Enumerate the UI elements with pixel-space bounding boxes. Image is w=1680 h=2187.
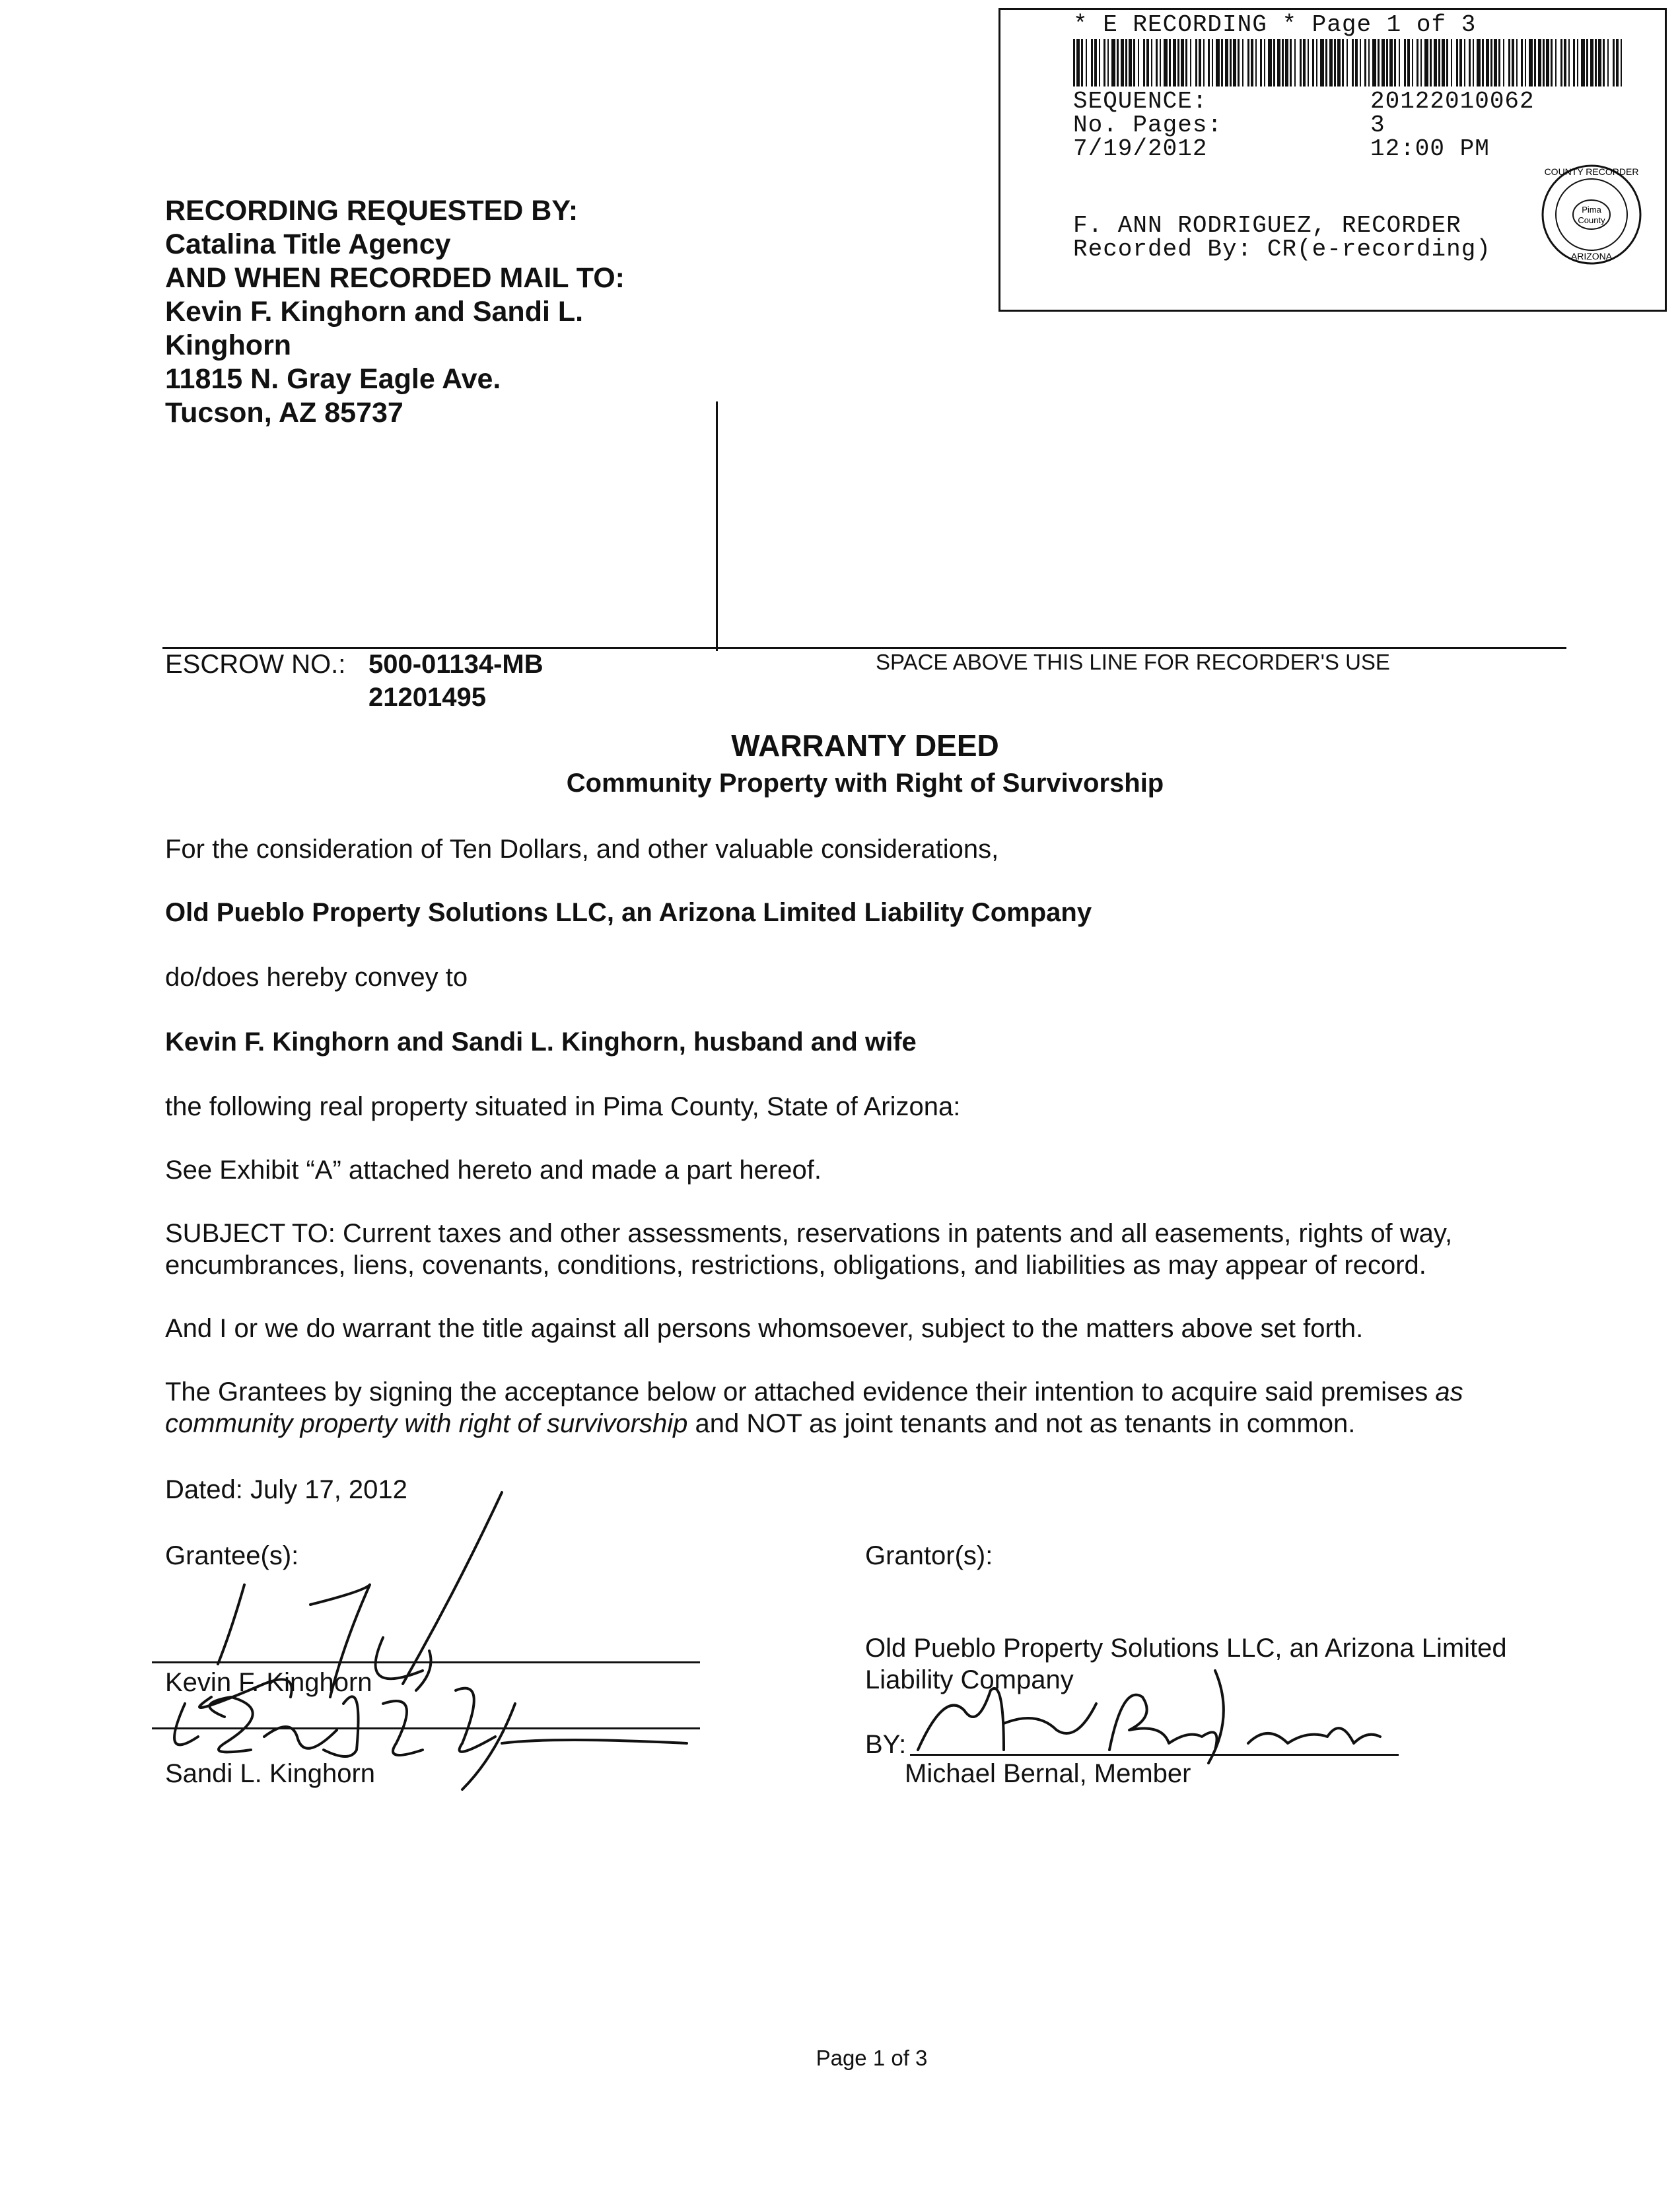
grantor-line-2: Liability Company: [865, 1665, 1074, 1694]
recorder-name: F. ANN RODRIGUEZ, RECORDER: [1073, 212, 1461, 239]
grantees-intent-line-1: [165, 1376, 1463, 1408]
mail-to-address-2: Tucson, AZ 85737: [165, 397, 403, 429]
escrow-number: 500-01134-MB: [368, 650, 543, 679]
barcode: [1073, 39, 1628, 87]
grantees-intent-1b: as: [1435, 1377, 1463, 1406]
mail-to-name-2: Kinghorn: [165, 330, 292, 361]
grantees-intent-2b: and NOT as joint tenants and not as tenants in common.: [687, 1409, 1356, 1438]
record-date: 7/19/2012: [1073, 135, 1208, 162]
consideration-text: For the consideration of Ten Dollars, and other valuable considerations,: [165, 835, 999, 864]
grantor-label: Grantor(s):: [865, 1541, 993, 1570]
grantor-signer: Michael Bernal, Member: [905, 1759, 1191, 1788]
grantee-full-names: Kevin F. Kinghorn and Sandi L. Kinghorn, husband and wife: [165, 1027, 917, 1057]
svg-text:County: County: [1578, 215, 1605, 225]
grantor-full-name: Old Pueblo Property Solutions LLC, an Arizona Limited Liability Company: [165, 898, 1092, 927]
recorder-space-line: [162, 647, 1566, 649]
recorded-by: Recorded By: CR(e-recording): [1073, 236, 1491, 263]
grantor-line-1: Old Pueblo Property Solutions LLC, an Arizona Limited: [865, 1634, 1507, 1663]
vertical-divider: [716, 401, 718, 651]
record-time: 12:00 PM: [1370, 135, 1490, 162]
page-number: Page 1 of 3: [816, 2046, 928, 2070]
grantor-signature: [905, 1651, 1407, 1783]
by-label: BY:: [865, 1730, 907, 1759]
warrant-text: And I or we do warrant the title against all persons whomsoever, subject to the matters above set forth.: [165, 1314, 1364, 1343]
property-text: the following real property situated in Pima County, State of Arizona:: [165, 1092, 961, 1121]
grantee-label: Grantee(s):: [165, 1541, 299, 1570]
svg-text:Pima: Pima: [1582, 205, 1601, 215]
subject-to-line-2: encumbrances, liens, covenants, conditions, restrictions, obligations, and liabilities as may appear of record.: [165, 1251, 1426, 1280]
mailing-block: [165, 194, 693, 430]
sequence-value: 20122010062: [1370, 88, 1535, 115]
pages-value: 3: [1370, 112, 1385, 139]
escrow-order: 21201495: [368, 683, 486, 712]
mail-to-name-1: Kevin F. Kinghorn and Sandi L.: [165, 296, 584, 328]
county-seal-icon: [1539, 162, 1644, 267]
pages-label: No. Pages:: [1073, 112, 1223, 139]
deed-subtitle: Community Property with Right of Survivorship: [566, 769, 1164, 798]
grantees-intent-2a: community property with right of survivorship: [165, 1409, 688, 1438]
requested-by: Catalina Title Agency: [165, 228, 451, 260]
recorder-space-note: SPACE ABOVE THIS LINE FOR RECORDER'S USE: [876, 650, 1390, 674]
exhibit-text: See Exhibit “A” attached hereto and made a part hereof.: [165, 1156, 822, 1185]
mail-to-address-1: 11815 N. Gray Eagle Ave.: [165, 363, 501, 395]
requested-by-label: RECORDING REQUESTED BY:: [165, 195, 578, 226]
stamp-header: * E RECORDING * Page 1 of 3: [1073, 11, 1477, 38]
deed-title: WARRANTY DEED: [731, 728, 999, 763]
subject-to-line-1: SUBJECT TO: Current taxes and other assessments, reservations in patents and all easements, rights of way,: [165, 1219, 1453, 1248]
grantee2-signature: [185, 1664, 700, 1796]
escrow-label: ESCROW NO.:: [165, 650, 346, 679]
sequence-label: SEQUENCE:: [1073, 88, 1208, 115]
svg-text:ARIZONA: ARIZONA: [1570, 251, 1613, 261]
grantees-intent-line-2: [165, 1408, 1355, 1440]
svg-text:COUNTY RECORDER: COUNTY RECORDER: [1544, 166, 1639, 177]
grantee1-name: Kevin F. Kinghorn: [165, 1668, 372, 1697]
recorder-stamp: [998, 8, 1667, 312]
convey-text: do/does hereby convey to: [165, 963, 468, 992]
grantees-intent-1a: The Grantees by signing the acceptance below or attached evidence their intention to acquire said premises: [165, 1377, 1436, 1406]
grantee2-name: Sandi L. Kinghorn: [165, 1759, 376, 1788]
mail-to-label: AND WHEN RECORDED MAIL TO:: [165, 262, 625, 294]
dated-text: Dated: July 17, 2012: [165, 1475, 407, 1504]
